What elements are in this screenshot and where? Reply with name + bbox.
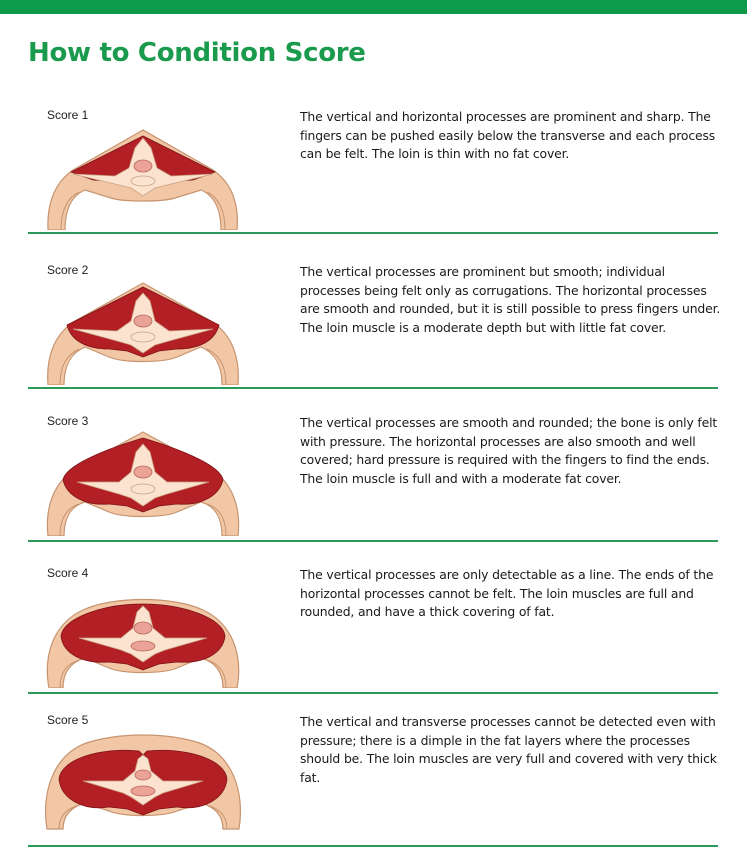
loin-cross-section-score-2: [43, 273, 253, 385]
loin-cross-section-score-3: [43, 424, 253, 536]
score-description: The vertical processes are smooth and rounded; the bone is only felt with pressure. The horizontal processes are also smooth and well covered; hard pressure is required with the fingers to find the ends. The loin muscle is full and with a moderate fat cover.: [300, 415, 718, 486]
top-accent-bar: [0, 0, 747, 14]
score-description: The vertical and transverse processes cannot be detected even with pressure; there is a dimple in the fat layers where the processes should be. The loin muscles are very full and covered with very thick fat.: [300, 714, 717, 785]
row-divider: [28, 387, 718, 389]
row-divider: [28, 540, 718, 542]
score-label: Score 1: [47, 108, 89, 122]
score-label: Score 2: [47, 263, 89, 277]
score-label: Score 4: [47, 566, 89, 580]
loin-cross-section-score-4: [43, 576, 253, 688]
score-description: The vertical and horizontal processes are prominent and sharp. The fingers can be pushed easily below the transverse and each process can be felt. The loin is thin with no fat cover.: [300, 109, 716, 161]
score-description: The vertical processes are only detectable as a line. The ends of the horizontal processes cannot be felt. The loin muscles are full and rounded, and have a thick covering of fat.: [300, 567, 714, 619]
score-label: Score 5: [47, 713, 89, 727]
score-label: Score 3: [47, 414, 89, 428]
loin-cross-section-score-1: [43, 118, 253, 230]
row-divider: [28, 232, 718, 234]
loin-cross-section-score-5: [43, 721, 253, 833]
page-title: How to Condition Score: [28, 38, 366, 68]
row-divider: [28, 845, 718, 847]
row-divider: [28, 692, 718, 694]
score-description: The vertical processes are prominent but smooth; individual processes being felt only as corrugations. The horizontal processes are smooth and rounded, but it is still possible to press fingers under. The loin muscle is a moderate depth but with little fat cover.: [300, 264, 721, 335]
